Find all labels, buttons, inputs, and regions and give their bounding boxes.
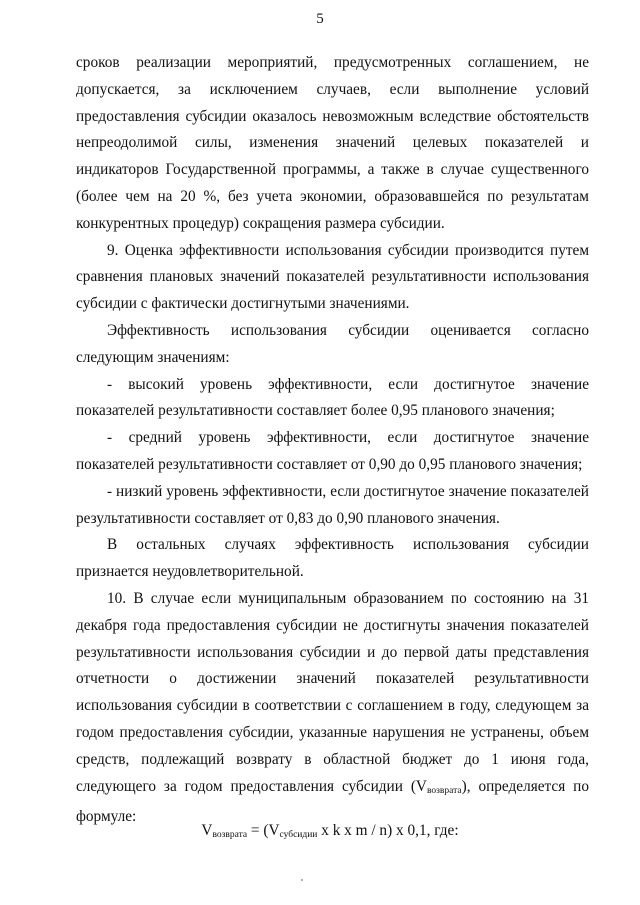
list-item-low-level: - низкий уровень эффективности, если достигнутое значение показателей результативности составляет от 0,83 до 0,90 планового значения. <box>76 482 589 527</box>
paragraph-item-10-text: 10. В случае если муниципальным образованием по состоянию на 31 декабря года предоставления субсидии не достигнуты значения показателей результативности использования субсидии и до первой даты представления отчетности о достижении значений показателей результативности использования субсидии в соответствии с соглашением в году, следующем за годом предоставления субсидии, указанные нарушения не устранены, объем средств, подлежащий возврату в областной бюджет до 1 июня года, следующего за годом предоставления субсидии (V <box>76 589 589 795</box>
scan-speck <box>301 879 303 881</box>
formula-rhs-tail: x k x m / n) x 0,1, где: <box>317 822 459 839</box>
paragraph-item-10 <box>76 586 589 831</box>
paragraph-unsatisfactory: В остальных случаях эффективность использования субсидии признается неудовлетворительной. <box>76 536 589 581</box>
paragraph-item-10-subscript: возврата <box>426 785 462 796</box>
formula-subsidy-subscript: субсидии <box>279 830 318 840</box>
paragraph-item-9: 9. Оценка эффективности использования субсидии производится путем сравнения плановых значений показателей результативности использования субсидии с фактически достигнутыми значениями. <box>76 241 589 313</box>
list-item-medium-level: - средний уровень эффективности, если достигнутое значение показателей результативности составляет от 0,90 до 0,95 планового значения; <box>76 429 589 473</box>
paragraph-efficiency-intro: Эффективность использования субсидии оценивается согласно следующим значениям: <box>76 321 589 366</box>
paragraph-continuation: сроков реализации мероприятий, предусмотренных соглашением, не допускается, за исключением случаев, если выполнение условий предоставления субсидии оказалось невозможным вследствие обстоятельств непреодолимой силы, изменения значений целевых показателей и индикаторов Государственной программы, а также в случае существенного (более чем на 20 %, без учета экономии, образовавшейся по результатам конкурентных процедур) сокращения размера субсидии. <box>76 54 589 232</box>
paragraph-item-10-tail: ), определяется по формуле: <box>76 777 590 826</box>
formula-lhs-subscript: возврата <box>212 830 248 840</box>
formula-lhs-symbol: V <box>201 822 213 839</box>
page-number: 5 <box>316 11 324 27</box>
list-item-high-level: - высокий уровень эффективности, если достигнутое значение показателей результативности составляет более 0,95 планового значения; <box>76 375 589 420</box>
document-body <box>76 50 589 831</box>
refund-formula <box>0 818 640 848</box>
formula-equals-open: = (V <box>247 822 280 839</box>
